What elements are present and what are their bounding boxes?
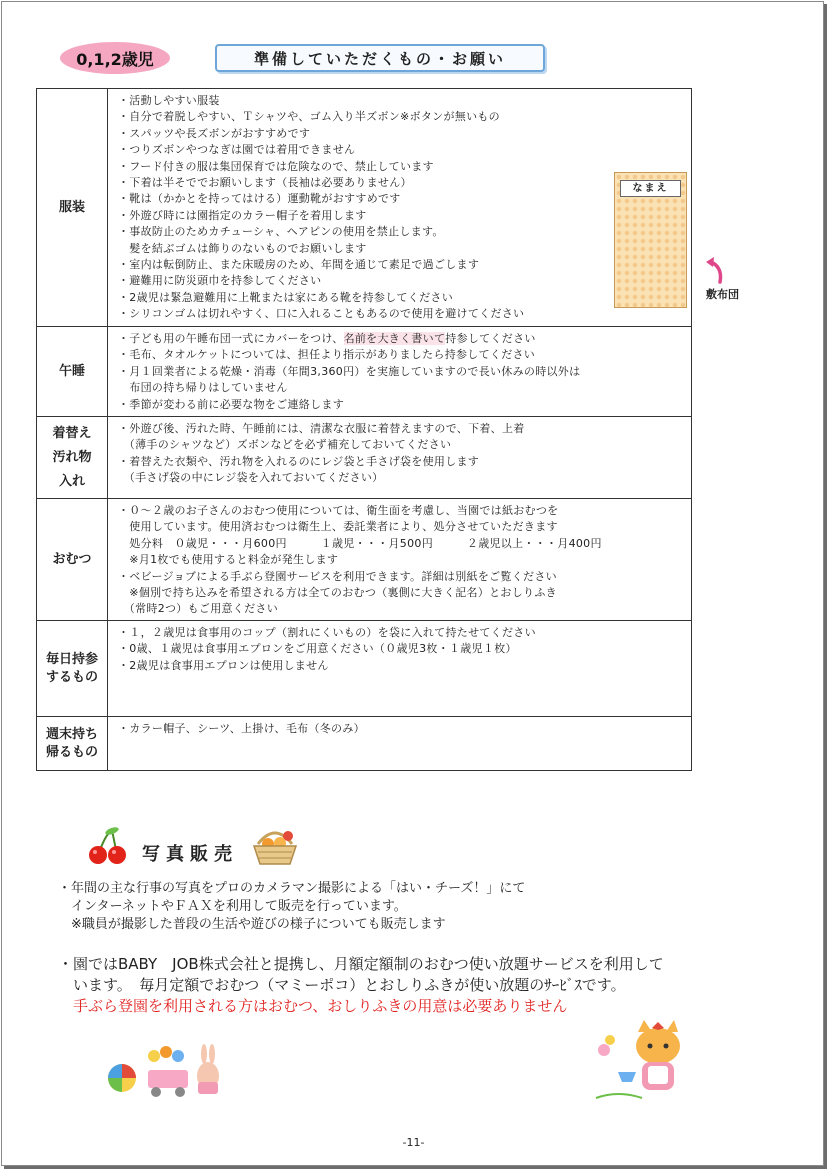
list-item: （手さげ袋の中にレジ袋を入れておいてください） <box>118 471 384 485</box>
futon-label: 敷布団 <box>706 288 739 301</box>
diaper-line: ・園ではBABY JOB株式会社と提携し、月額定額制のおむつ使い放題サービスを利用して <box>58 955 664 973</box>
list-item: ・外遊び時には園指定のカラー帽子を着用します <box>118 208 367 222</box>
list-item: ・外遊び後、汚れた時、午睡前には、清潔な衣服に着替えますので、下着、上着 <box>118 422 525 435</box>
list-item: ・子ども用の午睡布団一式にカバーをつけ、名前を大きく書いて持参してください <box>118 332 536 345</box>
category-daily: 毎日持参 するもの <box>37 621 108 717</box>
list-item: ・着替えた衣類や、汚れ物を入れるのにレジ袋と手さげ袋を使用します <box>118 454 480 468</box>
list-item: ・毛布、タオルケットについては、担任より指示がありましたら持参してください <box>118 348 536 362</box>
table-row-clothing <box>37 89 692 327</box>
list-item: ・０～２歳のお子さんのおむつ使用については、衛生面を考慮し、当園では紙おむつを <box>118 504 559 517</box>
list-item: ・活動しやすい服装 <box>118 94 220 107</box>
list-item: 布団の持ち帰りはしていません <box>118 381 288 395</box>
diaper-line: います。 毎月定額でおむつ（マミーポコ）とおしりふきが使い放題のｻｰﾋﾞｽです。 <box>58 976 626 994</box>
list-item: ・１，２歳児は食事用のコップ（割れにくいもの）を袋に入れて持たせてください <box>118 626 536 639</box>
list-item: ※月1枚でも使用すると料金が発生します <box>118 553 339 567</box>
age-badge: 0,1,2歳児 <box>60 42 170 74</box>
list-item: ・季節が変わる前に必要な物をご連絡します <box>118 397 344 411</box>
diaper-notice-red: 手ぶら登園を利用される方はおむつ、おしりふきの用意は必要ありません <box>58 997 568 1015</box>
toy-wagon-icon <box>104 1040 234 1100</box>
list-item: ・靴は（かかとを持ってはける）運動靴がおすすめです <box>118 192 401 206</box>
list-item: ・自分で着脱しやすい、Ｔシャツや、ゴム入り半ズボン※ボタンが無いもの <box>118 110 500 124</box>
photo-sales-title: 写真販売 <box>142 844 238 865</box>
category-clothing: 服装 <box>37 89 108 327</box>
clothing-body <box>108 89 692 327</box>
photo-sales-text <box>58 880 525 934</box>
table-row-daily <box>37 621 692 717</box>
list-item: ・室内は転倒防止、また床暖房のため、年間を通じて素足で過ごします <box>118 258 480 272</box>
list-item: ・カラー帽子、シーツ、上掛け、毛布（冬のみ） <box>118 722 365 735</box>
change-body <box>108 417 692 499</box>
name-tag-label: なまえ <box>620 180 681 197</box>
photo-line: ・年間の主な行事の写真をプロのカメラマン撮影による「はい・チーズ！」にて <box>58 881 526 896</box>
list-item: ・スパッツや長ズボンがおすすめです <box>118 126 311 140</box>
list-item: ・0歳、１歳児は食事用エプロンをご用意ください（０歳児3枚・１歳児１枚） <box>118 642 517 656</box>
nap-body <box>108 327 692 417</box>
page-number: -11- <box>402 1136 425 1149</box>
list-item: 使用しています。使用済おむつは衛生上、委託業者により、処分させていただきます <box>118 520 558 534</box>
category-nap: 午睡 <box>37 327 108 417</box>
list-item: ・シリコンゴムは切れやすく、口に入れることもあるので使用を避けてください <box>118 307 525 321</box>
photo-line: インターネットやＦＡＸを利用して販売を行っています。 <box>58 899 407 914</box>
name-tag-illustration <box>614 172 687 308</box>
list-item: ・2歳児は緊急避難用に上靴または家にある靴を持参してください <box>118 290 453 304</box>
list-item: ・つりズボンやつなぎは園では着用できません <box>118 143 356 157</box>
table-row-weekend <box>37 717 692 771</box>
diaper-service-text <box>58 954 664 1017</box>
fruit-basket-icon <box>250 826 300 866</box>
list-item: （常時2つ）もご用意ください <box>118 602 278 616</box>
weekend-body <box>108 717 692 771</box>
photo-line: ※職員が撮影した普段の生活や遊びの様子についても販売します <box>58 917 446 932</box>
cherry-icon <box>86 826 130 866</box>
list-item: ・避難用に防災頭巾を持参してください <box>118 274 322 288</box>
list-item: ・フード付きの服は集団保育では危険なので、禁止しています <box>118 159 434 173</box>
daily-body <box>108 621 692 717</box>
list-item: 髪を結ぶゴムは飾りのないものでお願いします <box>118 241 367 255</box>
list-item: ・事故防止のためカチューシャ、ヘアピンの使用を禁止します。 <box>118 225 444 239</box>
curved-arrow-icon <box>704 256 726 284</box>
diaper-body <box>108 499 692 621</box>
list-item: ・ベビージョブによる手ぶら登園サービスを利用できます。詳細は別紙をご覧ください <box>118 569 557 583</box>
category-change: 着替え 汚れ物 入れ <box>37 417 108 499</box>
page-title: 準備していただくもの・お願い <box>215 44 545 72</box>
category-diaper: おむつ <box>37 499 108 621</box>
table-row-nap <box>37 327 692 417</box>
list-item: 処分料 ０歳児・・・月600円 １歳児・・・月500円 ２歳児以上・・・月400円 <box>118 536 602 550</box>
highlight-name-text: 名前を大きく書いて <box>343 332 446 345</box>
table-row-change <box>37 417 692 499</box>
list-item: ・下着は半そででお願いします（長袖は必要ありません） <box>118 176 412 190</box>
list-item: ・2歳児は食事用エプロンは使用しません <box>118 658 329 672</box>
cat-illustration-icon <box>588 1020 688 1104</box>
requirements-table <box>36 88 692 771</box>
list-item: ※個別で持ち込みを希望される方は全てのおむつ（裏側に大きく記名）とおしりふき <box>118 586 557 600</box>
list-item: （薄手のシャツなど）ズボンなどを必ず補充しておいてください <box>118 438 452 452</box>
list-item: ・月１回業者による乾燥・消毒（年間3,360円）を実施していますので長い休みの時以外は <box>118 364 581 378</box>
table-row-diaper <box>37 499 692 621</box>
category-weekend: 週末持ち 帰るもの <box>37 717 108 771</box>
